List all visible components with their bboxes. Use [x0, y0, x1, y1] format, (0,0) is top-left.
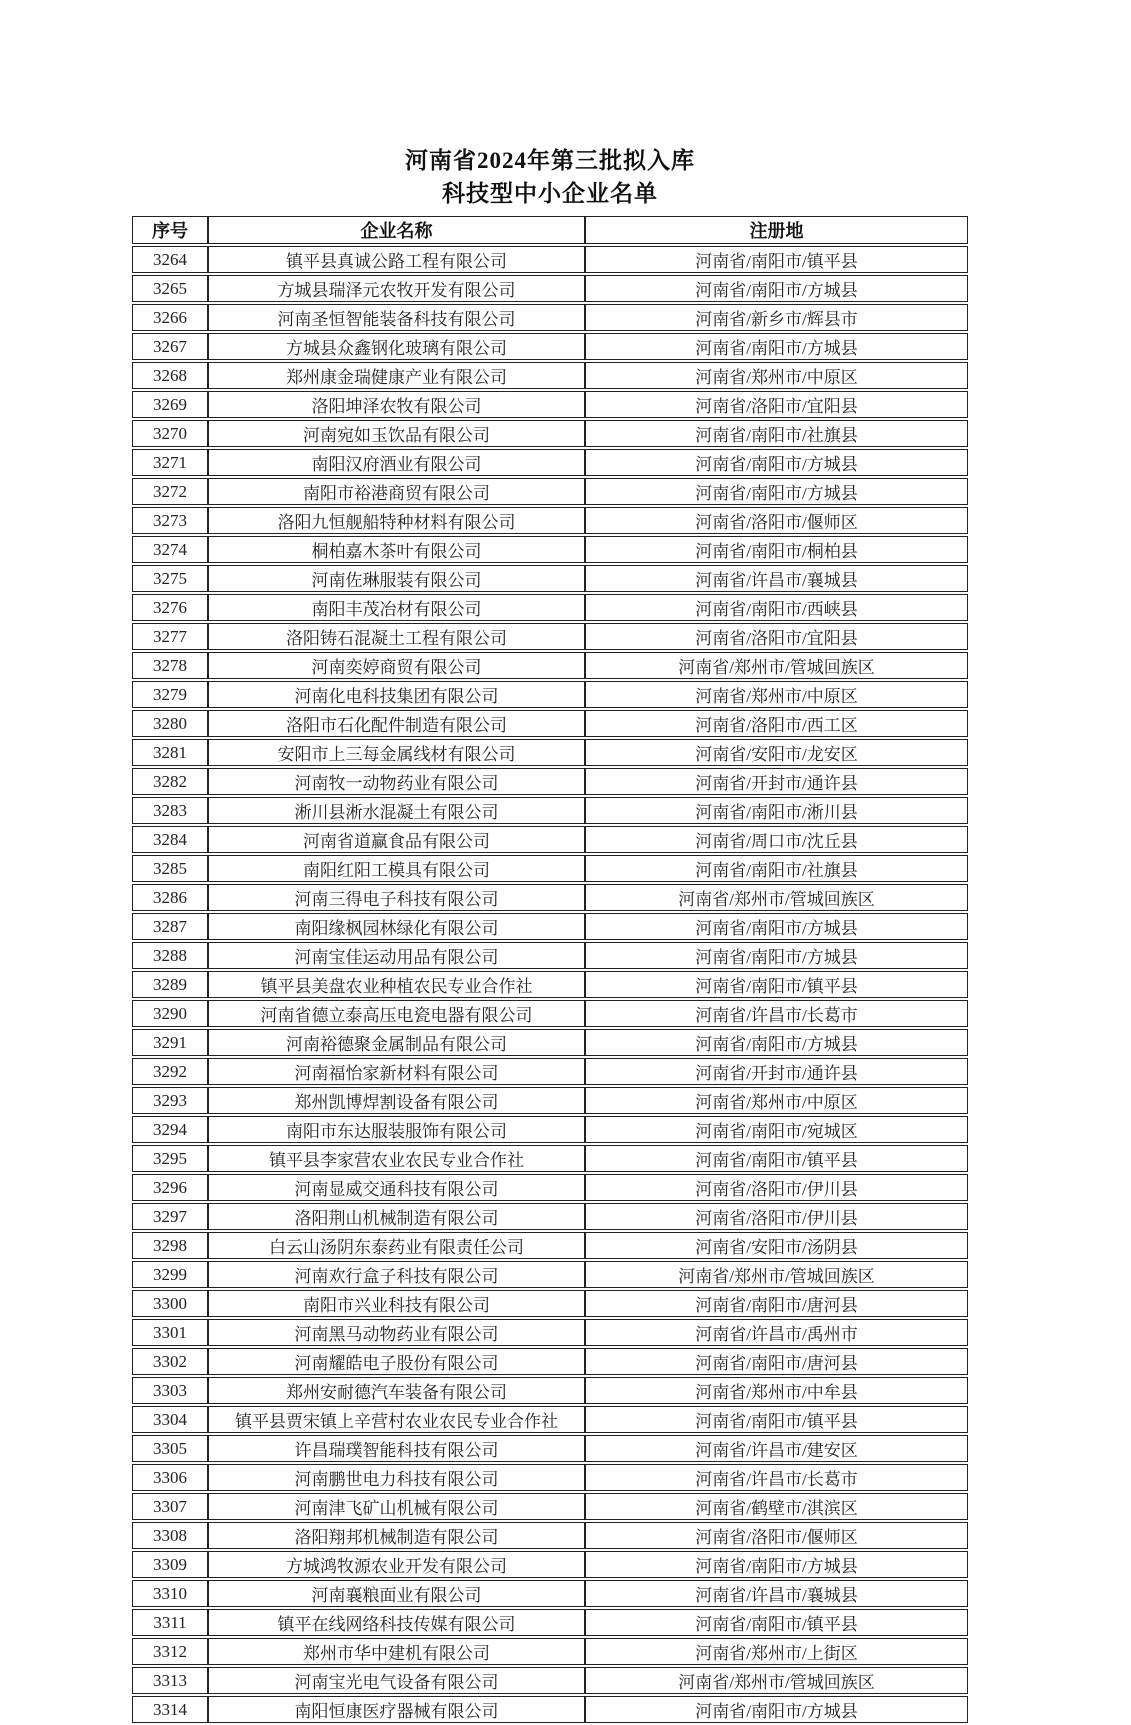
header-row [132, 216, 968, 244]
company-name-cell: 安阳市上三每金属线材有限公司 [208, 739, 585, 766]
serial-cell: 3301 [132, 1319, 208, 1346]
table-row [132, 1638, 968, 1665]
table-row [132, 652, 968, 679]
company-name-cell: 桐柏嘉木茶叶有限公司 [208, 536, 585, 563]
table-row [132, 942, 968, 969]
serial-cell: 3313 [132, 1667, 208, 1694]
table-row [132, 420, 968, 447]
registration-cell: 河南省/南阳市/桐柏县 [585, 536, 968, 563]
serial-cell: 3300 [132, 1290, 208, 1317]
serial-cell: 3264 [132, 246, 208, 273]
registration-cell: 河南省/洛阳市/偃师区 [585, 507, 968, 534]
registration-cell: 河南省/南阳市/方城县 [585, 1696, 968, 1723]
registration-cell: 河南省/开封市/通许县 [585, 768, 968, 795]
table-row [132, 1087, 968, 1114]
table-row [132, 1290, 968, 1317]
table-row [132, 1609, 968, 1636]
registration-cell: 河南省/郑州市/管城回族区 [585, 1261, 968, 1288]
company-name-cell: 河南宝佳运动用品有限公司 [208, 942, 585, 969]
serial-cell: 3269 [132, 391, 208, 418]
registration-cell: 河南省/周口市/沈丘县 [585, 826, 968, 853]
table-row [132, 1058, 968, 1085]
table-row [132, 623, 968, 650]
serial-cell: 3285 [132, 855, 208, 882]
table-row [132, 1174, 968, 1201]
registration-cell: 河南省/南阳市/镇平县 [585, 246, 968, 273]
table-row [132, 478, 968, 505]
table-row [132, 1261, 968, 1288]
serial-cell: 3309 [132, 1551, 208, 1578]
table-row [132, 275, 968, 302]
table-row [132, 594, 968, 621]
registration-cell: 河南省/许昌市/禹州市 [585, 1319, 968, 1346]
table-row [132, 1029, 968, 1056]
company-name-cell: 河南圣恒智能装备科技有限公司 [208, 304, 585, 331]
company-name-cell: 南阳市裕港商贸有限公司 [208, 478, 585, 505]
registration-cell: 河南省/南阳市/方城县 [585, 942, 968, 969]
table-row [132, 681, 968, 708]
company-name-cell: 郑州安耐德汽车装备有限公司 [208, 1377, 585, 1404]
serial-cell: 3296 [132, 1174, 208, 1201]
serial-cell: 3305 [132, 1435, 208, 1462]
company-name-cell: 南阳市东达服装服饰有限公司 [208, 1116, 585, 1143]
serial-cell: 3303 [132, 1377, 208, 1404]
company-name-cell: 洛阳市石化配件制造有限公司 [208, 710, 585, 737]
registration-cell: 河南省/南阳市/方城县 [585, 478, 968, 505]
company-name-cell: 南阳市兴业科技有限公司 [208, 1290, 585, 1317]
company-name-cell: 洛阳荆山机械制造有限公司 [208, 1203, 585, 1230]
table-row [132, 855, 968, 882]
company-name-cell: 河南津飞矿山机械有限公司 [208, 1493, 585, 1520]
serial-cell: 3272 [132, 478, 208, 505]
table-row [132, 304, 968, 331]
company-name-cell: 河南黑马动物药业有限公司 [208, 1319, 585, 1346]
company-name-cell: 镇平在线网络科技传媒有限公司 [208, 1609, 585, 1636]
company-name-cell: 许昌瑞璞智能科技有限公司 [208, 1435, 585, 1462]
serial-cell: 3273 [132, 507, 208, 534]
serial-cell: 3311 [132, 1609, 208, 1636]
serial-cell: 3271 [132, 449, 208, 476]
serial-cell: 3278 [132, 652, 208, 679]
table-row [132, 1348, 968, 1375]
company-name-cell: 河南鹏世电力科技有限公司 [208, 1464, 585, 1491]
serial-cell: 3280 [132, 710, 208, 737]
company-name-cell: 郑州凯博焊割设备有限公司 [208, 1087, 585, 1114]
serial-cell: 3266 [132, 304, 208, 331]
serial-cell: 3302 [132, 1348, 208, 1375]
registration-cell: 河南省/南阳市/方城县 [585, 1029, 968, 1056]
company-name-cell: 方城县瑞泽元农牧开发有限公司 [208, 275, 585, 302]
table-row [132, 971, 968, 998]
company-name-cell: 河南襄粮面业有限公司 [208, 1580, 585, 1607]
serial-cell: 3276 [132, 594, 208, 621]
registration-cell: 河南省/南阳市/宛城区 [585, 1116, 968, 1143]
company-table [132, 214, 968, 1725]
registration-cell: 河南省/南阳市/唐河县 [585, 1290, 968, 1317]
company-name-cell: 河南牧一动物药业有限公司 [208, 768, 585, 795]
serial-cell: 3299 [132, 1261, 208, 1288]
registration-cell: 河南省/郑州市/中原区 [585, 362, 968, 389]
registration-cell: 河南省/郑州市/中牟县 [585, 1377, 968, 1404]
company-name-cell: 南阳缘枫园林绿化有限公司 [208, 913, 585, 940]
serial-cell: 3282 [132, 768, 208, 795]
serial-cell: 3292 [132, 1058, 208, 1085]
table-row [132, 768, 968, 795]
serial-cell: 3310 [132, 1580, 208, 1607]
table-row [132, 1319, 968, 1346]
serial-cell: 3275 [132, 565, 208, 592]
serial-cell: 3281 [132, 739, 208, 766]
registration-cell: 河南省/洛阳市/伊川县 [585, 1174, 968, 1201]
company-name-cell: 镇平县贾宋镇上辛营村农业农民专业合作社 [208, 1406, 585, 1433]
serial-cell: 3297 [132, 1203, 208, 1230]
header-serial: 序号 [132, 216, 208, 244]
company-name-cell: 镇平县美盘农业种植农民专业合作社 [208, 971, 585, 998]
serial-cell: 3294 [132, 1116, 208, 1143]
registration-cell: 河南省/郑州市/管城回族区 [585, 1667, 968, 1694]
table-row [132, 1667, 968, 1694]
table-row [132, 1493, 968, 1520]
serial-cell: 3270 [132, 420, 208, 447]
company-name-cell: 河南三得电子科技有限公司 [208, 884, 585, 911]
serial-cell: 3287 [132, 913, 208, 940]
registration-cell: 河南省/许昌市/建安区 [585, 1435, 968, 1462]
table-row [132, 739, 968, 766]
company-name-cell: 镇平县李家营农业农民专业合作社 [208, 1145, 585, 1172]
registration-cell: 河南省/南阳市/方城县 [585, 333, 968, 360]
serial-cell: 3268 [132, 362, 208, 389]
registration-cell: 河南省/南阳市/镇平县 [585, 1406, 968, 1433]
table-row [132, 1522, 968, 1549]
serial-cell: 3307 [132, 1493, 208, 1520]
company-name-cell: 南阳红阳工模具有限公司 [208, 855, 585, 882]
registration-cell: 河南省/洛阳市/西工区 [585, 710, 968, 737]
serial-cell: 3274 [132, 536, 208, 563]
registration-cell: 河南省/安阳市/汤阴县 [585, 1232, 968, 1259]
registration-cell: 河南省/郑州市/中原区 [585, 1087, 968, 1114]
title-line-1: 河南省2024年第三批拟入库 [405, 148, 695, 173]
serial-cell: 3308 [132, 1522, 208, 1549]
table-row [132, 1232, 968, 1259]
company-name-cell: 河南裕德聚金属制品有限公司 [208, 1029, 585, 1056]
serial-cell: 3304 [132, 1406, 208, 1433]
table-row [132, 565, 968, 592]
serial-cell: 3286 [132, 884, 208, 911]
company-name-cell: 河南宛如玉饮品有限公司 [208, 420, 585, 447]
document-title [0, 144, 1100, 210]
company-name-cell: 河南耀皓电子股份有限公司 [208, 1348, 585, 1375]
registration-cell: 河南省/许昌市/襄城县 [585, 1580, 968, 1607]
company-name-cell: 河南欢行盒子科技有限公司 [208, 1261, 585, 1288]
serial-cell: 3277 [132, 623, 208, 650]
registration-cell: 河南省/南阳市/方城县 [585, 449, 968, 476]
serial-cell: 3284 [132, 826, 208, 853]
serial-cell: 3312 [132, 1638, 208, 1665]
serial-cell: 3314 [132, 1696, 208, 1723]
registration-cell: 河南省/南阳市/淅川县 [585, 797, 968, 824]
company-name-cell: 河南福怡家新材料有限公司 [208, 1058, 585, 1085]
company-name-cell: 南阳恒康医疗器械有限公司 [208, 1696, 585, 1723]
title-line-2: 科技型中小企业名单 [442, 181, 658, 206]
table-row [132, 884, 968, 911]
registration-cell: 河南省/南阳市/方城县 [585, 913, 968, 940]
company-name-cell: 方城鸿牧源农业开发有限公司 [208, 1551, 585, 1578]
table-row [132, 1203, 968, 1230]
company-name-cell: 洛阳翔邦机械制造有限公司 [208, 1522, 585, 1549]
table-row [132, 797, 968, 824]
serial-cell: 3291 [132, 1029, 208, 1056]
registration-cell: 河南省/新乡市/辉县市 [585, 304, 968, 331]
table-row [132, 1377, 968, 1404]
table-row [132, 1464, 968, 1491]
registration-cell: 河南省/开封市/通许县 [585, 1058, 968, 1085]
company-name-cell: 河南宝光电气设备有限公司 [208, 1667, 585, 1694]
table-row [132, 1000, 968, 1027]
serial-cell: 3265 [132, 275, 208, 302]
serial-cell: 3295 [132, 1145, 208, 1172]
company-name-cell: 河南奕婷商贸有限公司 [208, 652, 585, 679]
company-name-cell: 洛阳铸石混凝土工程有限公司 [208, 623, 585, 650]
table-row [132, 1580, 968, 1607]
registration-cell: 河南省/南阳市/社旗县 [585, 420, 968, 447]
table-row [132, 246, 968, 273]
registration-cell: 河南省/洛阳市/偃师区 [585, 1522, 968, 1549]
table-row [132, 333, 968, 360]
registration-cell: 河南省/洛阳市/宜阳县 [585, 391, 968, 418]
serial-cell: 3306 [132, 1464, 208, 1491]
serial-cell: 3288 [132, 942, 208, 969]
company-name-cell: 南阳汉府酒业有限公司 [208, 449, 585, 476]
table-row [132, 1551, 968, 1578]
registration-cell: 河南省/郑州市/管城回族区 [585, 652, 968, 679]
table-row [132, 913, 968, 940]
serial-cell: 3290 [132, 1000, 208, 1027]
registration-cell: 河南省/郑州市/管城回族区 [585, 884, 968, 911]
registration-cell: 河南省/南阳市/镇平县 [585, 971, 968, 998]
registration-cell: 河南省/南阳市/唐河县 [585, 1348, 968, 1375]
company-name-cell: 方城县众鑫钢化玻璃有限公司 [208, 333, 585, 360]
registration-cell: 河南省/许昌市/长葛市 [585, 1464, 968, 1491]
header-registration: 注册地 [585, 216, 968, 244]
table-body [132, 246, 968, 1723]
company-name-cell: 郑州康金瑞健康产业有限公司 [208, 362, 585, 389]
table-row [132, 826, 968, 853]
registration-cell: 河南省/南阳市/社旗县 [585, 855, 968, 882]
company-name-cell: 南阳丰茂冶材有限公司 [208, 594, 585, 621]
registration-cell: 河南省/许昌市/襄城县 [585, 565, 968, 592]
company-name-cell: 淅川县淅水混凝土有限公司 [208, 797, 585, 824]
company-name-cell: 洛阳九恒舰船特种材料有限公司 [208, 507, 585, 534]
company-name-cell: 河南化电科技集团有限公司 [208, 681, 585, 708]
company-name-cell: 河南省道赢食品有限公司 [208, 826, 585, 853]
registration-cell: 河南省/郑州市/上街区 [585, 1638, 968, 1665]
company-name-cell: 河南省德立泰高压电瓷电器有限公司 [208, 1000, 585, 1027]
header-company-name: 企业名称 [208, 216, 585, 244]
table-row [132, 1145, 968, 1172]
table-row [132, 449, 968, 476]
table-row [132, 507, 968, 534]
serial-cell: 3289 [132, 971, 208, 998]
company-name-cell: 镇平县真诚公路工程有限公司 [208, 246, 585, 273]
company-name-cell: 河南显威交通科技有限公司 [208, 1174, 585, 1201]
registration-cell: 河南省/南阳市/方城县 [585, 275, 968, 302]
serial-cell: 3298 [132, 1232, 208, 1259]
table-row [132, 391, 968, 418]
registration-cell: 河南省/安阳市/龙安区 [585, 739, 968, 766]
registration-cell: 河南省/南阳市/镇平县 [585, 1145, 968, 1172]
registration-cell: 河南省/南阳市/镇平县 [585, 1609, 968, 1636]
registration-cell: 河南省/洛阳市/宜阳县 [585, 623, 968, 650]
table-row [132, 536, 968, 563]
registration-cell: 河南省/洛阳市/伊川县 [585, 1203, 968, 1230]
table-row [132, 1435, 968, 1462]
serial-cell: 3283 [132, 797, 208, 824]
company-name-cell: 洛阳坤泽农牧有限公司 [208, 391, 585, 418]
company-name-cell: 白云山汤阴东泰药业有限责任公司 [208, 1232, 585, 1259]
table-row [132, 1696, 968, 1723]
registration-cell: 河南省/南阳市/方城县 [585, 1551, 968, 1578]
serial-cell: 3279 [132, 681, 208, 708]
serial-cell: 3267 [132, 333, 208, 360]
company-name-cell: 河南佐琳服装有限公司 [208, 565, 585, 592]
table-row [132, 1406, 968, 1433]
registration-cell: 河南省/鹤壁市/淇滨区 [585, 1493, 968, 1520]
registration-cell: 河南省/郑州市/中原区 [585, 681, 968, 708]
company-name-cell: 郑州市华中建机有限公司 [208, 1638, 585, 1665]
table-row [132, 362, 968, 389]
table-row [132, 1116, 968, 1143]
table-row [132, 710, 968, 737]
registration-cell: 河南省/许昌市/长葛市 [585, 1000, 968, 1027]
registration-cell: 河南省/南阳市/西峡县 [585, 594, 968, 621]
serial-cell: 3293 [132, 1087, 208, 1114]
